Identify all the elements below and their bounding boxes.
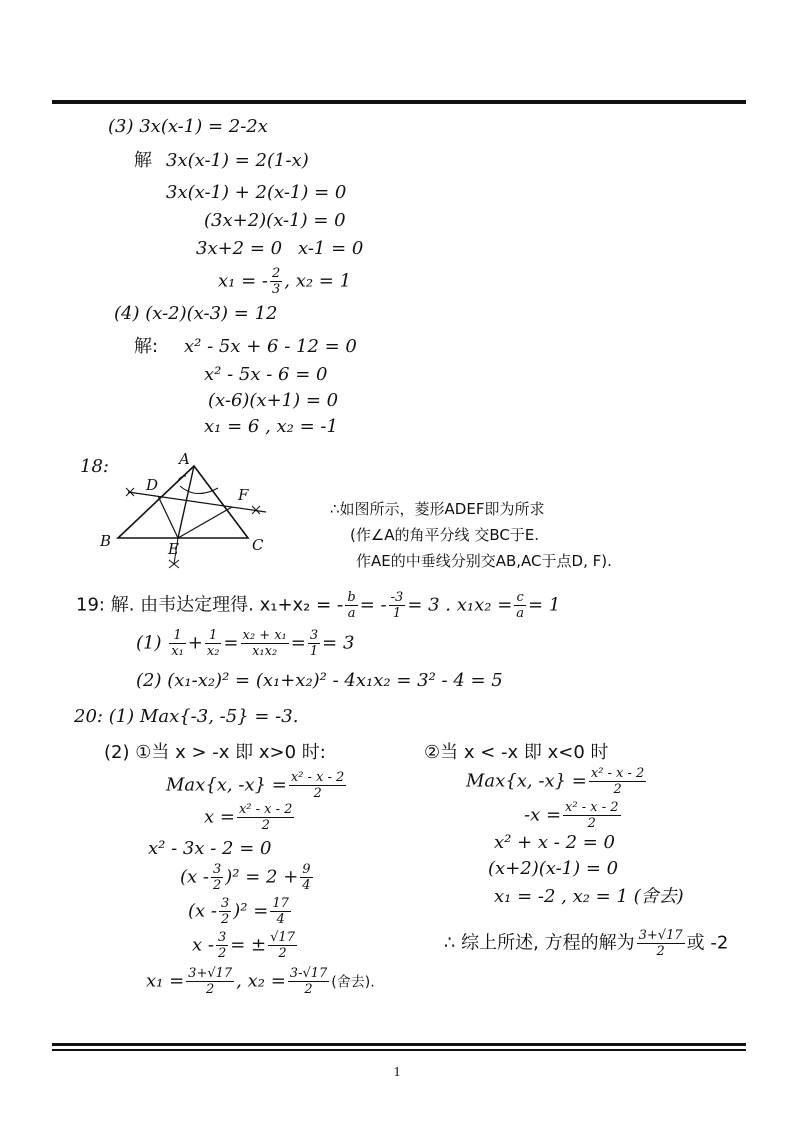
q20-c2l2n: x² - x - 2 [565, 800, 619, 815]
q19-a2: a [516, 606, 525, 621]
q19-s1n4: 3 [309, 628, 319, 643]
q19-one: 1 [392, 606, 402, 621]
p3-line5 [218, 266, 351, 297]
q19-s1d4: 1 [309, 644, 319, 659]
q20-c1l5b: )² = [233, 900, 269, 922]
q20-c1-l1 [166, 770, 348, 801]
q20-c1l1d: 2 [313, 786, 322, 801]
q19-s1n3: x₂ + x₁ [242, 628, 287, 643]
q20-conc2: 或 -2 [686, 932, 729, 954]
q20-c2-l4: (x+2)(x-1) = 0 [488, 858, 619, 879]
q19-mid: = - [359, 594, 387, 616]
q19-c: c [514, 590, 526, 606]
p3-title: (3) 3x(x-1) = 2-2x [108, 116, 268, 137]
bisector-ae [178, 466, 194, 538]
q20-c1l2d: 2 [261, 818, 270, 833]
p3-line3: (3x+2)(x-1) = 0 [204, 210, 346, 231]
q20-c2-l2 [524, 800, 623, 831]
q20-conc: ∴ 综上所述, 方程的解为 [444, 932, 635, 954]
q18-construction-1: (作∠A的角平分线 交BC于E. [350, 526, 540, 544]
q20-c1l1-frac [289, 770, 346, 801]
q19-s1d: x₁ [171, 644, 184, 659]
q20-c1l6a: x - [192, 934, 214, 956]
q19-s1a: (1) [136, 632, 162, 654]
q20-c1l7c: (舍去). [331, 974, 375, 991]
q20-case2-head: ②当 x < -x 即 x<0 时 [424, 742, 609, 763]
q19-s1-frac4 [308, 628, 320, 659]
q20-c1l1: Max{x, -x} = [166, 774, 287, 796]
q20-c1-l4 [180, 862, 315, 893]
p3-line4a: 3x+2 = 0 [196, 238, 283, 259]
p3-l5b: , x₂ = 1 [284, 270, 352, 292]
q19-s1-frac2 [205, 628, 222, 659]
q20-c1l2: x = [204, 806, 235, 828]
q20-conc-frac [637, 928, 685, 959]
q20-c1l6d: 2 [217, 946, 227, 961]
q20-c1l4d2: 4 [302, 878, 311, 893]
q20-c1l5-frac2 [270, 896, 291, 927]
q19-frac-ca [514, 590, 526, 621]
tick-left [126, 488, 134, 496]
q20-part1: 20: (1) Max{-3, -5} = -3. [74, 706, 299, 727]
p3-line2: 3x(x-1) + 2(x-1) = 0 [166, 182, 347, 203]
q20-c1l5-frac [219, 896, 231, 927]
q20-c1l7a: x₁ = [146, 970, 185, 992]
q20-c1l4a: (x - [180, 866, 209, 888]
q20-c1l6n2: √17 [270, 930, 295, 945]
q20-c1l7-frac [186, 966, 234, 997]
p3-l5-frac [270, 266, 282, 297]
q20-c1l4n: 3 [212, 862, 222, 877]
q20-c1l6d2: 2 [278, 946, 287, 961]
q20-c2l1: Max{x, -x} = [466, 770, 587, 792]
q19-part1 [136, 628, 354, 659]
q20-c1l2-frac [237, 802, 294, 833]
rhombus-ef [178, 507, 232, 538]
vertex-c: C [252, 536, 264, 554]
q20-c2l1-frac [589, 766, 646, 797]
vertex-b: B [100, 532, 112, 550]
q18-conclusion: ∴如图所示，菱形ADEF即为所求 [330, 500, 545, 518]
p3-line4b: x-1 = 0 [298, 238, 364, 259]
page-number: 1 [393, 1065, 401, 1080]
q20-c2-l1 [466, 766, 648, 797]
q19-tail: = 3 . x₁x₂ = [407, 594, 513, 616]
q20-c1l7d2: 2 [304, 982, 313, 997]
q19-b: b [347, 590, 356, 605]
q19-s1end: = 3 [322, 632, 355, 654]
q20-c1-l7 [146, 966, 375, 997]
q19-head: 19: 解. 由韦达定理得. x₁+x₂ = - [76, 594, 344, 616]
q19-s1-frac1 [169, 628, 186, 659]
q20-c2-l5: x₁ = -2 , x₂ = 1 (舍去) [494, 886, 684, 907]
p3-l5-den: 3 [271, 282, 281, 297]
q19-s1eq2: = [290, 632, 306, 654]
q20-c2l1n: x² - x - 2 [590, 766, 645, 781]
q20-c1l5n: 3 [220, 896, 230, 911]
bottom-rule-thick [52, 1043, 746, 1046]
rhombus-de [158, 496, 178, 538]
q20-c2l1d: 2 [613, 782, 622, 797]
vertex-d: D [146, 476, 159, 494]
q20-c1l7-frac2 [288, 966, 330, 997]
p4-title: (4) (x-2)(x-3) = 12 [114, 303, 278, 324]
q19-s1eq: = [223, 632, 239, 654]
q20-c1l5a: (x - [188, 900, 217, 922]
q20-c1l5n2: 17 [272, 896, 289, 911]
q20-c1-l3: x² - 3x - 2 = 0 [148, 838, 272, 859]
q18-rhombus-diagram [96, 446, 296, 576]
q20-c1l4b: )² = 2 + [225, 866, 299, 888]
q19-a: a [347, 606, 356, 621]
q20-concn: 3+√17 [638, 928, 683, 943]
q19-frac-3-1 [389, 590, 406, 621]
q19-s1d3: x₁x₂ [252, 644, 278, 659]
q19-m3: -3 [390, 590, 404, 605]
q20-conclusion [444, 928, 728, 959]
p4-line3: (x-6)(x+1) = 0 [208, 390, 339, 411]
q20-c1l7n2: 3-√17 [289, 966, 328, 981]
q20-c1l5d2: 4 [276, 912, 285, 927]
q20-c1l6-frac [216, 930, 228, 961]
p3-l5-num: 2 [271, 266, 281, 281]
q20-c1-l5 [188, 896, 293, 927]
p4-line4: x₁ = 6 , x₂ = -1 [204, 416, 338, 437]
q19-end: = 1 [528, 594, 561, 616]
q20-c1l5d: 2 [220, 912, 230, 927]
q18-label: 18: [80, 456, 109, 477]
p3-jie: 解 [134, 150, 152, 171]
q20-c1l4-frac [211, 862, 223, 893]
q20-c2-l3: x² + x - 2 = 0 [494, 832, 615, 853]
q20-c1l7n: 3+√17 [188, 966, 233, 981]
vertex-a: A [179, 450, 190, 468]
q19-line1 [76, 590, 560, 621]
q20-c2l2d: 2 [587, 816, 596, 831]
q20-c1l4-frac2 [300, 862, 312, 893]
q20-case1-head: (2) ①当 x > -x 即 x>0 时: [104, 742, 326, 763]
q20-c1-l6 [192, 930, 299, 961]
q20-c1-l2 [204, 802, 296, 833]
q20-c2l2: -x = [524, 804, 562, 826]
top-rule [52, 100, 746, 104]
vertex-e: E [168, 540, 179, 558]
p3-line1: 3x(x-1) = 2(1-x) [166, 150, 309, 171]
q20-c1l4n2: 9 [302, 862, 311, 877]
q20-c1l1n: x² - x - 2 [290, 770, 345, 785]
q19-s1plus: + [187, 632, 203, 654]
p4-line2: x² - 5x - 6 = 0 [204, 364, 328, 385]
vertex-f: F [238, 486, 249, 504]
q20-c1l4d: 2 [212, 878, 222, 893]
q20-c2l2-frac [563, 800, 620, 831]
q20-c1l6n: 3 [217, 930, 227, 945]
q19-s1d2: x₂ [206, 644, 220, 659]
q19-frac-ba [345, 590, 357, 621]
bottom-rule-thin [52, 1049, 746, 1051]
p4-line1: x² - 5x + 6 - 12 = 0 [184, 336, 357, 357]
q19-s1n2: 1 [205, 628, 222, 644]
q20-c1l6-frac2 [268, 930, 297, 961]
q20-c1l6b: = ± [230, 934, 267, 956]
q19-s1n: 1 [169, 628, 186, 644]
p4-jie: 解: [134, 336, 159, 357]
q20-concd: 2 [656, 944, 665, 959]
q19-part2: (2) (x₁-x₂)² = (x₁+x₂)² - 4x₁x₂ = 3² - 4 = 5 [136, 670, 503, 691]
q20-c1l7d: 2 [206, 982, 215, 997]
q20-c1l2n: x² - x - 2 [238, 802, 293, 817]
q18-construction-2: 作AE的中垂线分别交AB,AC于点D, F). [356, 552, 612, 570]
p3-l5a: x₁ = - [218, 270, 268, 292]
q20-c1l7b: , x₂ = [236, 970, 286, 992]
q19-s1-frac3 [241, 628, 289, 659]
